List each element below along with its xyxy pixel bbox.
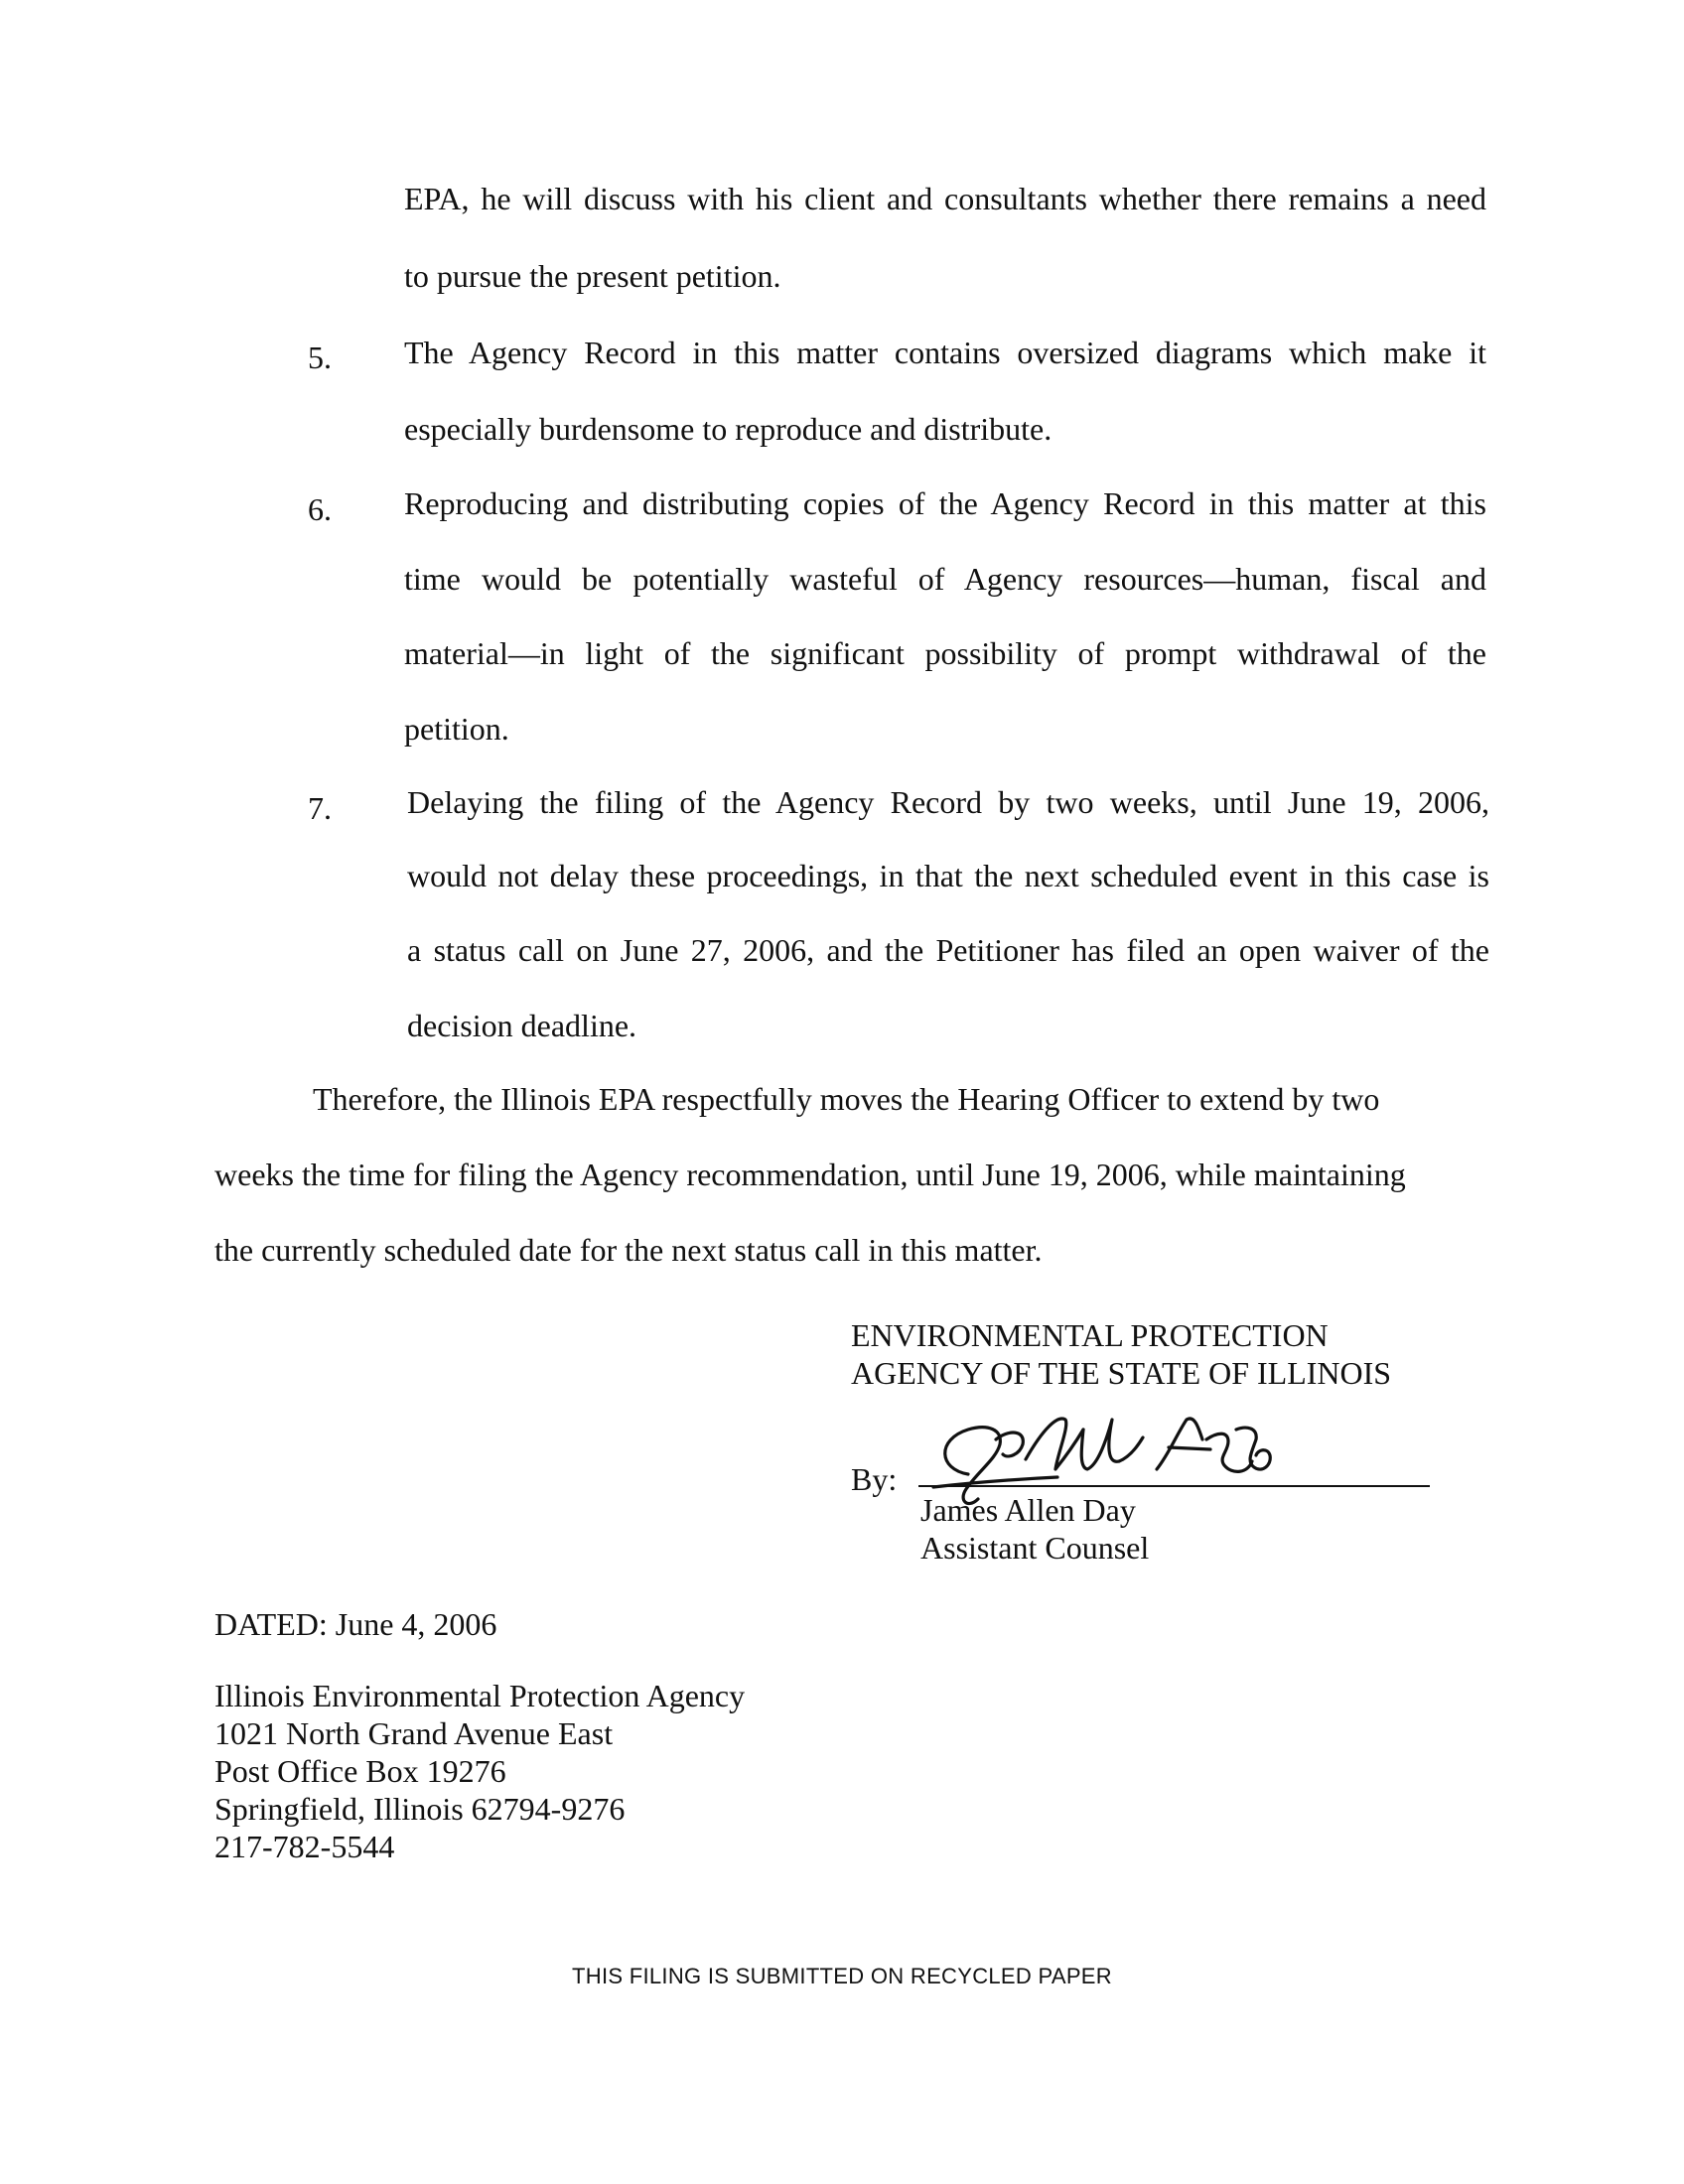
item-7-line-3: a status call on June 27, 2006, and the Petitioner has filed an open waiver of the bbox=[407, 932, 1489, 968]
agency-name bbox=[851, 1316, 1391, 1392]
conclusion-line-2: weeks the time for filing the Agency recommendation, until June 19, 2006, while maintaining bbox=[214, 1157, 1406, 1192]
address-line-5: 217-782-5544 bbox=[214, 1829, 395, 1864]
conclusion-line-3: the currently scheduled date for the next status call in this matter. bbox=[214, 1232, 1043, 1268]
signer-title: Assistant Counsel bbox=[920, 1530, 1150, 1566]
item-5-line-2: especially burdensome to reproduce and distribute. bbox=[404, 411, 1052, 447]
item-5-line-1: The Agency Record in this matter contains oversized diagrams which make it bbox=[404, 335, 1486, 370]
address-line-1: Illinois Environmental Protection Agency bbox=[214, 1678, 746, 1713]
item-6-number: 6. bbox=[308, 491, 332, 527]
recycled-paper-footer: THIS FILING IS SUBMITTED ON RECYCLED PAPER bbox=[572, 1964, 1112, 1988]
signature-line bbox=[918, 1485, 1430, 1487]
address-line-2: 1021 North Grand Avenue East bbox=[214, 1715, 614, 1751]
item-6-line-1: Reproducing and distributing copies of the Agency Record in this matter at this bbox=[404, 485, 1486, 521]
dated-line: DATED: June 4, 2006 bbox=[214, 1606, 497, 1642]
agency-line-2: AGENCY OF THE STATE OF ILLINOIS bbox=[851, 1355, 1392, 1391]
agency-address bbox=[214, 1677, 745, 1865]
agency-line-1: ENVIRONMENTAL PROTECTION bbox=[851, 1317, 1329, 1353]
by-label: By: bbox=[851, 1461, 898, 1497]
item-5-number: 5. bbox=[308, 340, 332, 375]
address-line-3: Post Office Box 19276 bbox=[214, 1753, 506, 1789]
item-7-line-2: would not delay these proceedings, in that the next scheduled event in this case is bbox=[407, 858, 1489, 893]
item-4-line-1: EPA, he will discuss with his client and consultants whether there remains a need bbox=[404, 181, 1486, 216]
conclusion-line-1: Therefore, the Illinois EPA respectfully moves the Hearing Officer to extend by two bbox=[313, 1081, 1380, 1117]
address-line-4: Springfield, Illinois 62794-9276 bbox=[214, 1791, 626, 1827]
item-7-number: 7. bbox=[308, 790, 332, 826]
item-6-line-3: material—in light of the significant possibility of prompt withdrawal of the bbox=[404, 635, 1486, 671]
item-7-line-4: decision deadline. bbox=[407, 1008, 637, 1043]
item-6-line-2: time would be potentially wasteful of Agency resources—human, fiscal and bbox=[404, 561, 1486, 597]
signer-name: James Allen Day bbox=[920, 1492, 1136, 1528]
item-4-line-2: to pursue the present petition. bbox=[404, 258, 781, 294]
item-7-line-1: Delaying the filing of the Agency Record by two weeks, until June 19, 2006, bbox=[407, 784, 1489, 820]
item-6-line-4: petition. bbox=[404, 711, 509, 747]
